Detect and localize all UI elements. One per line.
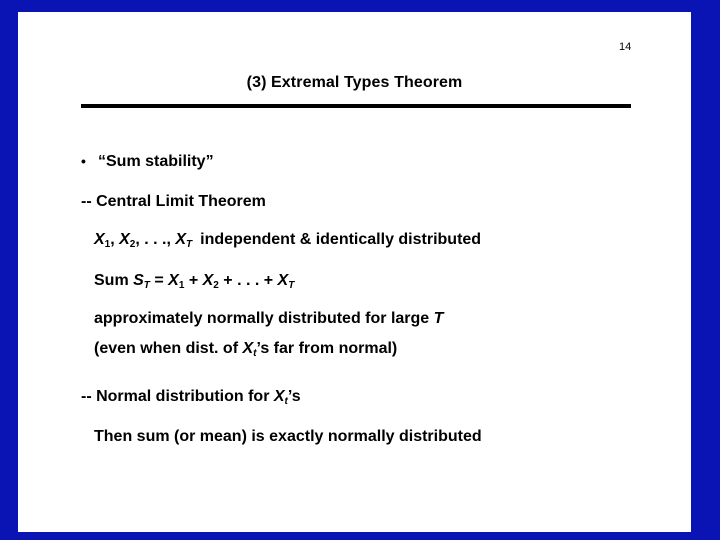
even-when-after: ’s far from normal): [256, 340, 398, 357]
page-number: 14: [619, 41, 632, 53]
var-x: X: [273, 388, 285, 405]
sub-2: 2: [213, 280, 219, 291]
approx-line: [94, 310, 443, 328]
sub-t: t: [284, 396, 288, 407]
slide: [18, 12, 691, 532]
sum-formula-line: [94, 272, 294, 290]
sub-t: T: [143, 280, 150, 291]
sum-prefix: Sum: [94, 272, 134, 289]
var-x: X: [202, 272, 214, 289]
normal-before: -- Normal distribution for: [81, 388, 274, 405]
bullet-text: “Sum stability”: [98, 153, 214, 170]
plus-dots: + . . . +: [218, 272, 278, 289]
equals: =: [149, 272, 169, 289]
bullet-sum-stability: [81, 153, 214, 171]
sub-1: 1: [104, 239, 111, 250]
sub-t: T: [186, 239, 193, 250]
normal-after: ’s: [287, 388, 301, 405]
title-divider: [81, 104, 631, 108]
plus: +: [184, 272, 203, 289]
iid-line: [94, 231, 481, 249]
var-x: X: [94, 231, 105, 248]
var-t: T: [433, 310, 444, 327]
normal-heading: [81, 388, 301, 406]
var-x: X: [277, 272, 289, 289]
var-x: X: [168, 272, 179, 289]
var-x: X: [119, 231, 130, 248]
iid-text: independent & identically distributed: [200, 231, 482, 248]
sub-1: 1: [178, 280, 185, 291]
clt-heading: -- Central Limit Theorem: [81, 193, 266, 210]
slide-title: (3) Extremal Types Theorem: [246, 74, 463, 91]
var-s: S: [133, 272, 144, 289]
sub-t: T: [288, 280, 295, 291]
even-when-before: (even when dist. of: [94, 340, 243, 357]
sub-2: 2: [129, 239, 136, 250]
ellipsis: , . . .,: [135, 231, 176, 248]
var-x: X: [175, 231, 187, 248]
var-x: X: [242, 340, 254, 357]
bullet-dot-icon: •: [81, 153, 86, 169]
even-when-line: [94, 340, 397, 358]
sub-t: t: [253, 348, 257, 359]
comma: ,: [110, 231, 120, 248]
approx-text: approximately normally distributed for large: [94, 310, 434, 327]
then-line: Then sum (or mean) is exactly normally distributed: [94, 428, 482, 445]
